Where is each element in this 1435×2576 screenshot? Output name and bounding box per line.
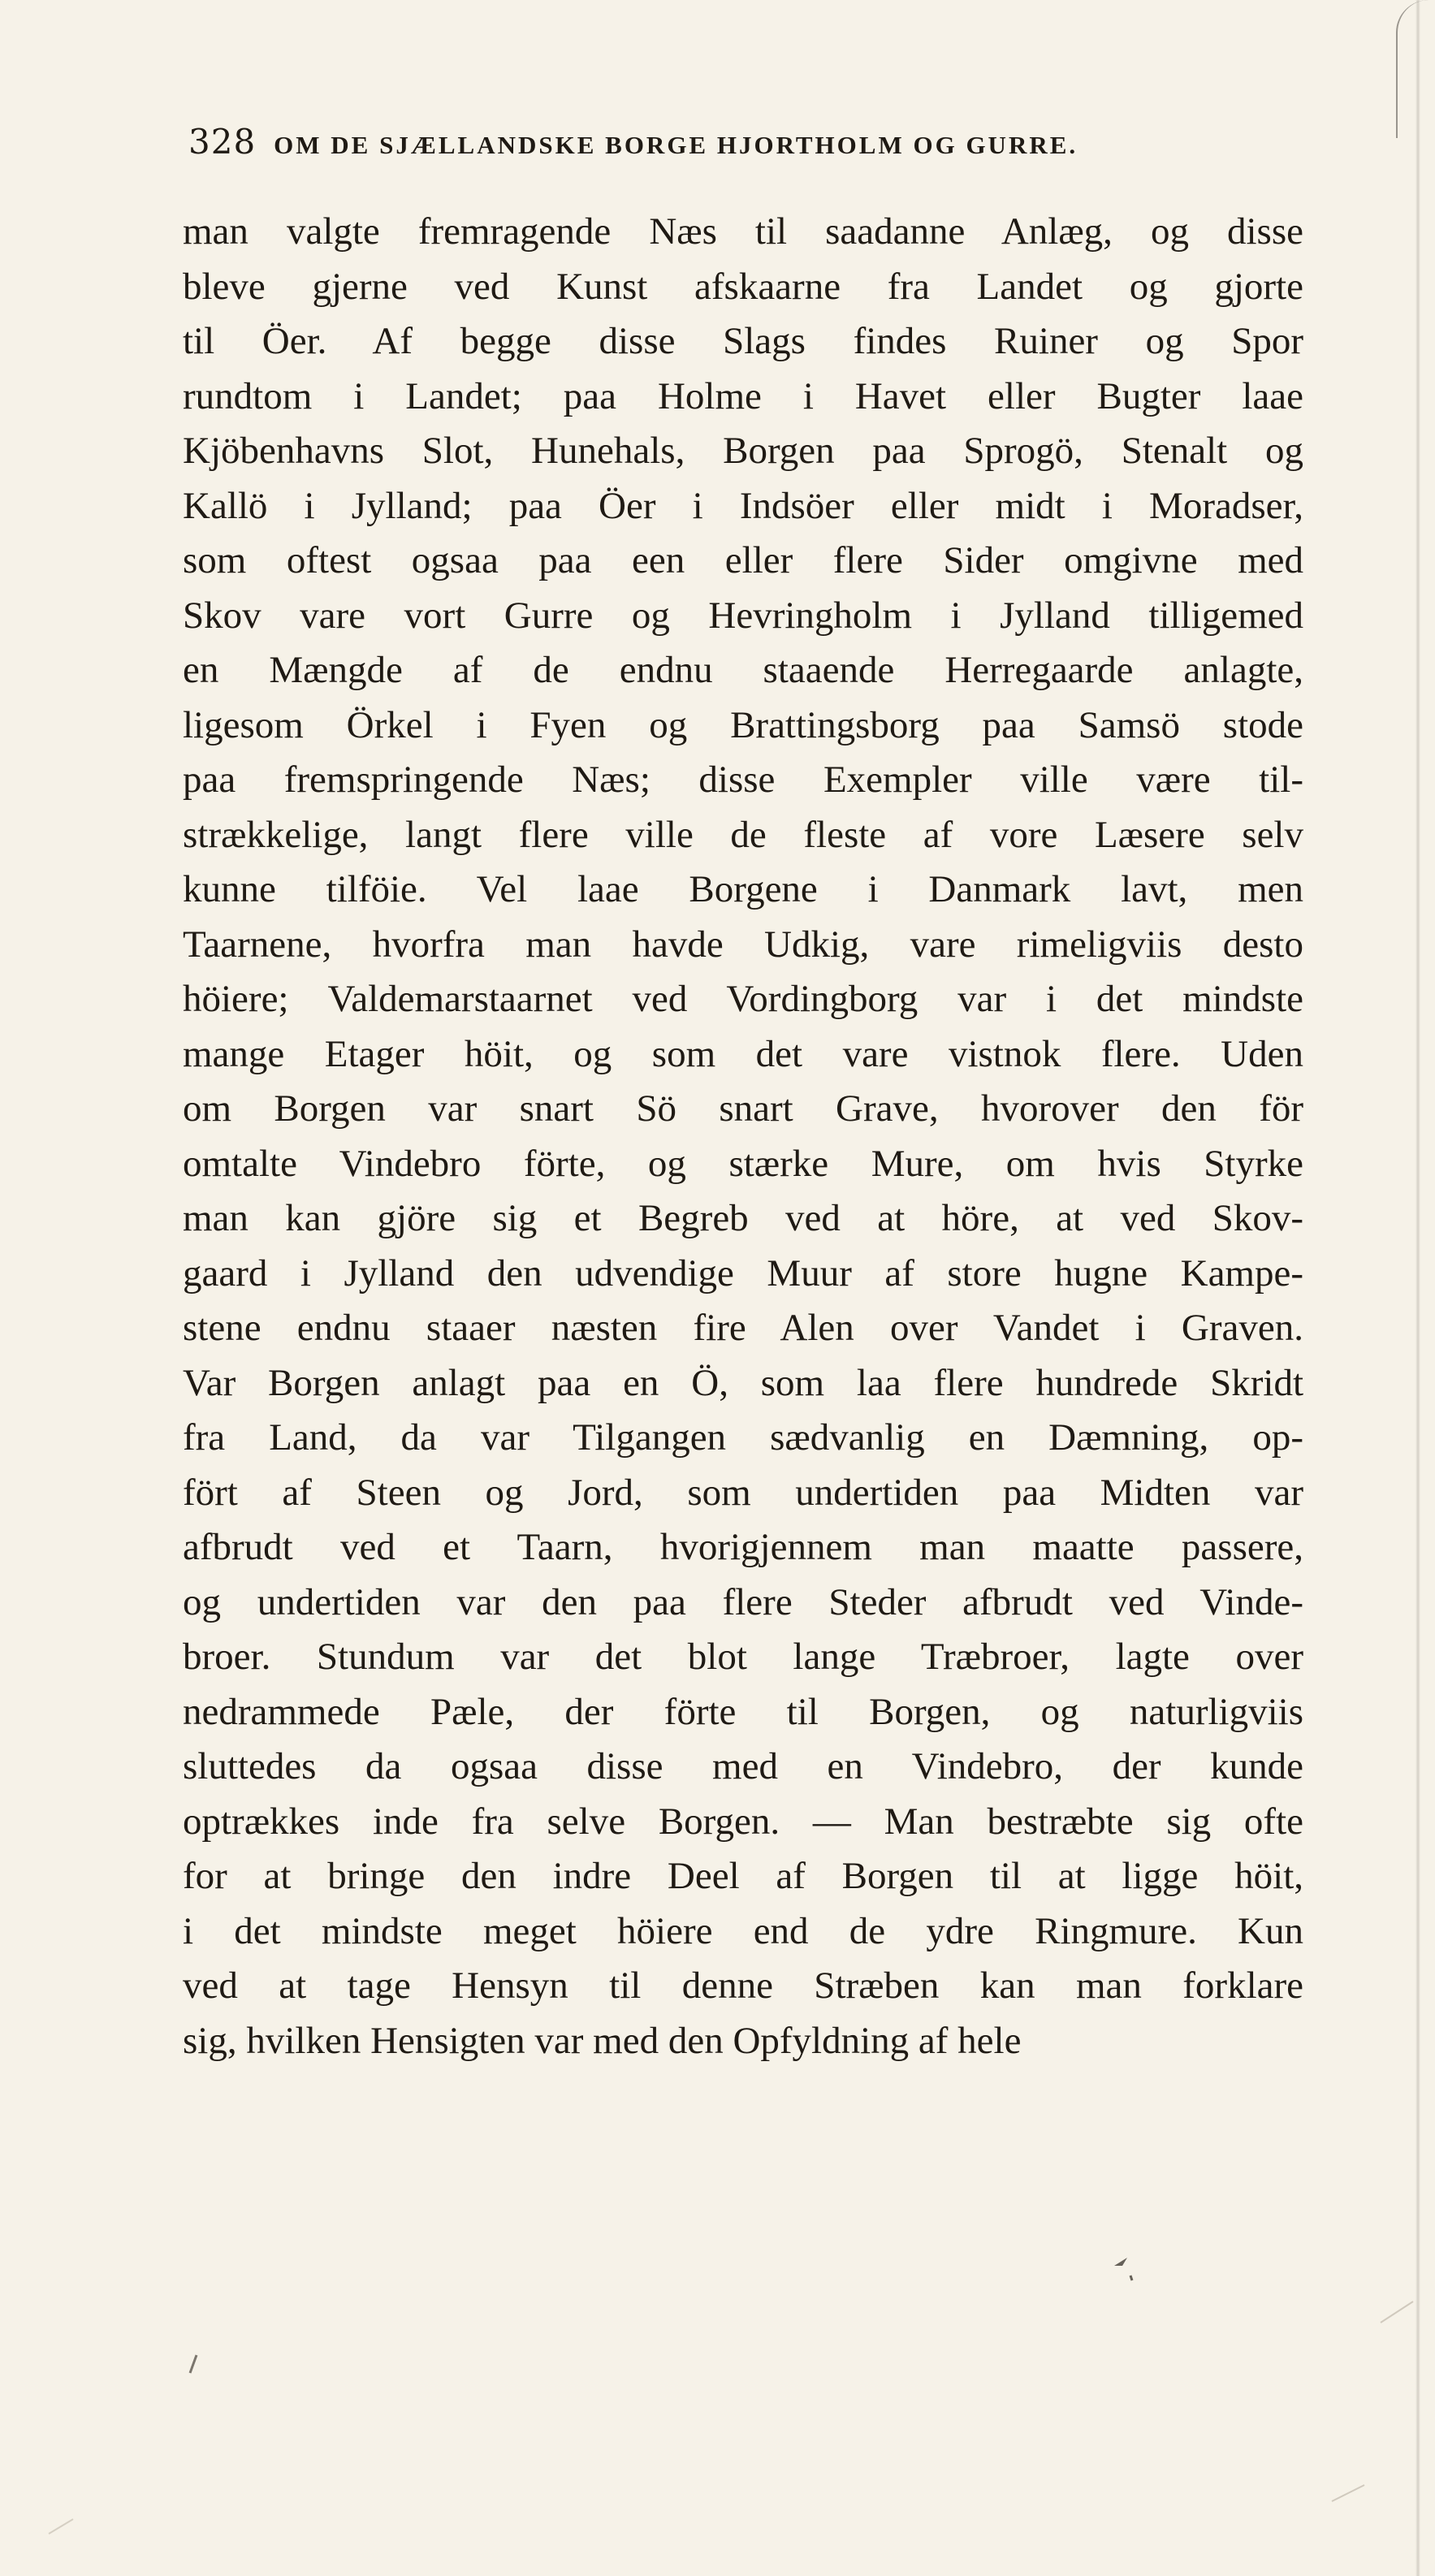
- ink-mark: [1114, 2258, 1127, 2266]
- text-line: som oftest ogsaa paa een eller flere Sider omgivne med: [183, 539, 1303, 581]
- text-line: paa fremspringende Næs; disse Exempler ville være til-: [183, 759, 1303, 801]
- text-line: mange Etager höit, og som det vare vistnok flere. Uden: [183, 1032, 1303, 1075]
- text-line: ved at tage Hensyn til denne Stræben kan man forklare: [183, 1964, 1303, 2007]
- text-line: bleve gjerne ved Kunst afskaarne fra Landet og gjorte: [183, 265, 1303, 308]
- text-line: Skov vare vort Gurre og Hevringholm i Jylland tilligemed: [183, 594, 1303, 637]
- paper-crease: [49, 2519, 73, 2534]
- text-line: sig, hvilken Hensigten var med den Opfyldning af hele: [183, 2019, 1022, 2062]
- text-line: for at bringe den indre Deel af Borgen til at ligge höit,: [183, 1855, 1303, 1897]
- text-line: Kallö i Jylland; paa Öer i Indsöer eller midt i Moradser,: [183, 484, 1303, 527]
- text-line: om Borgen var snart Sö snart Grave, hvorover den för: [183, 1087, 1303, 1130]
- text-line: höiere; Valdemarstaarnet ved Vordingborg var i det mindste: [183, 978, 1303, 1020]
- text-line: nedrammede Pæle, der förte til Borgen, og naturligviis: [183, 1690, 1303, 1733]
- text-line: gaard i Jylland den udvendige Muur af store hugne Kampe-: [183, 1251, 1303, 1294]
- paper-crease: [1332, 2485, 1364, 2501]
- text-line: omtalte Vindebro förte, og stærke Mure, om hvis Styrke: [183, 1142, 1303, 1185]
- text-line: stene endnu staaer næsten fire Alen over Vandet i Graven.: [183, 1307, 1303, 1349]
- text-line: fra Land, da var Tilgangen sædvanlig en Dæmning, op-: [183, 1416, 1303, 1459]
- running-title: OM DE SJÆLLANDSKE BORGE HJORTHOLM OG GURRE.: [274, 131, 1078, 159]
- text-line: kunne tilföie. Vel laae Borgene i Danmark lavt, men: [183, 868, 1303, 910]
- text-line: Kjöbenhavns Slot, Hunehals, Borgen paa Sprogö, Stenalt og: [183, 430, 1303, 472]
- ink-mark: [1130, 2276, 1132, 2280]
- text-line: fört af Steen og Jord, som undertiden paa Midten var: [183, 1471, 1303, 1514]
- paper-crease: [1381, 2302, 1413, 2323]
- text-line: og undertiden var den paa flere Steder afbrudt ved Vinde-: [183, 1580, 1303, 1623]
- text-line: ligesom Örkel i Fyen og Brattingsborg paa Samsö stode: [183, 703, 1303, 746]
- text-line: afbrudt ved et Taarn, hvorigjennem man maatte passere,: [183, 1526, 1303, 1568]
- text-line: man valgte fremragende Næs til saadanne Anlæg, og disse: [183, 210, 1303, 253]
- page-number: 328: [188, 122, 257, 162]
- text-line: rundtom i Landet; paa Holme i Havet eller Bugter laae: [183, 374, 1303, 417]
- ink-mark: [190, 2355, 197, 2373]
- text-line: strækkelige, langt flere ville de fleste af vore Læsere selv: [183, 813, 1303, 856]
- text-line: optrækkes inde fra selve Borgen. — Man bestræbte sig ofte: [183, 1800, 1303, 1843]
- text-line: til Öer. Af begge disse Slags findes Ruiner og Spor: [183, 320, 1303, 362]
- text-line: Var Borgen anlagt paa en Ö, som laa flere hundrede Skridt: [183, 1361, 1303, 1404]
- text-line: en Mængde af de endnu staaende Herregaarde anlagte,: [183, 649, 1303, 691]
- text-line: i det mindste meget höiere end de ydre Ringmure. Kun: [183, 1909, 1303, 1952]
- text-line: Taarnene, hvorfra man havde Udkig, vare rimeligviis desto: [183, 923, 1303, 966]
- text-line: man kan gjöre sig et Begreb ved at höre, at ved Skov-: [183, 1197, 1303, 1239]
- text-line: sluttedes da ogsaa disse med en Vindebro, der kunde: [183, 1745, 1303, 1787]
- text-line: broer. Stundum var det blot lange Træbroer, lagte over: [183, 1636, 1303, 1678]
